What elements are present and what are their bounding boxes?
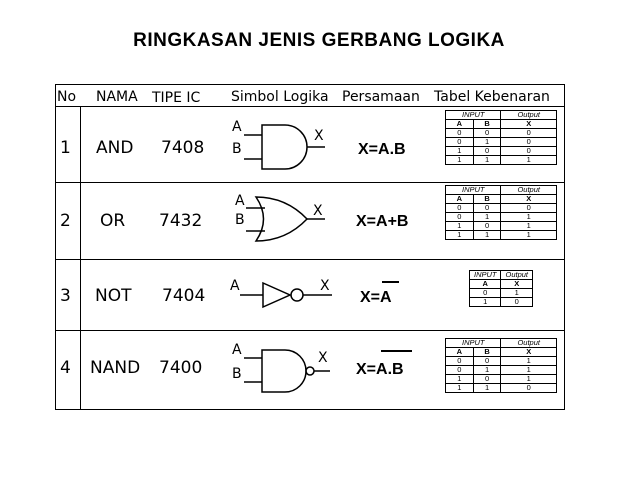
- page-title: RINGKASAN JENIS GERBANG LOGIKA: [133, 30, 505, 51]
- truth-cell: 1: [501, 213, 557, 222]
- row-persamaan: X=A: [360, 289, 392, 306]
- table-row-or: [60, 193, 408, 241]
- row-nama: OR: [100, 211, 126, 231]
- truth-row: [446, 357, 557, 366]
- truth-cell: 1: [501, 156, 557, 165]
- row-persamaan: X=A.B: [358, 141, 406, 158]
- truth-table-and: [445, 110, 557, 165]
- truth-row: [446, 222, 557, 231]
- gate-output-label: X: [318, 350, 328, 366]
- truth-cell: 0: [501, 204, 557, 213]
- truth-col: X: [501, 280, 533, 289]
- truth-cell: 0: [446, 204, 474, 213]
- row-no: 3: [60, 286, 71, 306]
- truth-cell: 1: [446, 231, 474, 240]
- truth-col: A: [470, 280, 501, 289]
- truth-cell: 0: [446, 129, 474, 138]
- truth-cell: 0: [501, 147, 557, 156]
- truth-cell: 1: [473, 138, 501, 147]
- truth-cell: 0: [473, 147, 501, 156]
- row-no: 4: [60, 358, 71, 378]
- truth-cell: 0: [473, 204, 501, 213]
- truth-input-header: INPUT: [446, 339, 501, 348]
- truth-input-header: INPUT: [446, 186, 501, 195]
- truth-cell: 0: [470, 289, 501, 298]
- gate-output-label: X: [314, 128, 324, 144]
- row-tipe-ic: 7404: [162, 286, 206, 306]
- truth-cell: 0: [501, 298, 533, 307]
- truth-col: X: [501, 120, 557, 129]
- row-persamaan: X=A+B: [356, 213, 409, 230]
- row-nama: AND: [96, 138, 134, 158]
- truth-col: A: [446, 120, 474, 129]
- truth-cell: 1: [446, 375, 474, 384]
- truth-row: [446, 204, 557, 213]
- truth-col: X: [501, 348, 557, 357]
- truth-row: [446, 384, 557, 393]
- table-row-and: [60, 119, 406, 169]
- truth-cell: 1: [446, 222, 474, 231]
- truth-cell: 1: [473, 231, 501, 240]
- row-tipe-ic: 7408: [161, 138, 205, 158]
- truth-cell: 0: [446, 357, 474, 366]
- truth-cell: 1: [473, 156, 501, 165]
- truth-cell: 0: [473, 357, 501, 366]
- truth-table-or: [445, 185, 557, 240]
- truth-row: [446, 147, 557, 156]
- truth-col: B: [473, 348, 501, 357]
- header-nama: NAMA: [96, 89, 138, 105]
- gate-input-b-label: B: [232, 141, 242, 157]
- truth-cell: 0: [446, 366, 474, 375]
- truth-cell: 1: [501, 231, 557, 240]
- truth-cell: 1: [501, 366, 557, 375]
- truth-col: B: [473, 195, 501, 204]
- truth-row: [470, 298, 533, 307]
- truth-cell: 1: [473, 213, 501, 222]
- truth-output-header: Output: [501, 339, 557, 348]
- truth-table-nand: [445, 338, 557, 393]
- header-persamaan: Persamaan: [342, 89, 420, 105]
- truth-input-header: INPUT: [446, 111, 501, 120]
- truth-row: [446, 129, 557, 138]
- row-no: 1: [60, 138, 71, 158]
- truth-output-header: Output: [501, 186, 557, 195]
- truth-cell: 0: [473, 222, 501, 231]
- truth-cell: 0: [473, 129, 501, 138]
- truth-output-header: Output: [501, 111, 557, 120]
- header-simbol-logika: Simbol Logika: [231, 89, 329, 105]
- truth-col: X: [501, 195, 557, 204]
- truth-col: A: [446, 348, 474, 357]
- truth-cell: 0: [501, 138, 557, 147]
- truth-cell: 1: [473, 366, 501, 375]
- truth-output-header: Output: [501, 271, 533, 280]
- gate-input-b-label: B: [235, 212, 245, 228]
- truth-cell: 0: [446, 138, 474, 147]
- truth-row: [446, 156, 557, 165]
- truth-cell: 1: [446, 147, 474, 156]
- gate-input-b-label: B: [232, 366, 242, 382]
- row-no: 2: [60, 211, 71, 231]
- truth-cell: 0: [446, 213, 474, 222]
- truth-cell: 0: [501, 129, 557, 138]
- table-row-nand: [60, 342, 412, 392]
- truth-row: [446, 366, 557, 375]
- gate-output-label: X: [320, 278, 330, 294]
- truth-cell: 1: [501, 289, 533, 298]
- row-nama: NAND: [90, 358, 141, 378]
- gate-output-label: X: [313, 203, 323, 219]
- header-tipe-ic: TIPE IC: [152, 90, 201, 106]
- truth-input-header: INPUT: [470, 271, 501, 280]
- truth-col: B: [473, 120, 501, 129]
- truth-table-not: [469, 270, 533, 307]
- gate-input-a-label: A: [230, 278, 240, 294]
- truth-row: [470, 289, 533, 298]
- truth-cell: 0: [501, 384, 557, 393]
- table-row-not: [60, 278, 399, 307]
- row-tipe-ic: 7432: [159, 211, 203, 231]
- truth-cell: 1: [473, 384, 501, 393]
- truth-cell: 1: [501, 222, 557, 231]
- truth-cell: 1: [501, 357, 557, 366]
- gate-input-a-label: A: [232, 119, 242, 135]
- gate-input-a-label: A: [232, 342, 242, 358]
- truth-cell: 1: [501, 375, 557, 384]
- truth-row: [446, 138, 557, 147]
- header-no: No: [57, 89, 77, 105]
- truth-cell: 1: [446, 156, 474, 165]
- truth-row: [446, 213, 557, 222]
- truth-row: [446, 231, 557, 240]
- row-nama: NOT: [95, 286, 132, 306]
- row-tipe-ic: 7400: [159, 358, 203, 378]
- not-gate-icon: [240, 283, 332, 307]
- and-gate-icon: [244, 125, 325, 169]
- gate-input-a-label: A: [235, 193, 245, 209]
- truth-row: [446, 375, 557, 384]
- header-tabel-kebenaran: Tabel Kebenaran: [434, 89, 550, 105]
- row-persamaan: X=A.B: [356, 361, 404, 378]
- truth-cell: 1: [470, 298, 501, 307]
- truth-cell: 1: [446, 384, 474, 393]
- truth-cell: 0: [473, 375, 501, 384]
- truth-col: A: [446, 195, 474, 204]
